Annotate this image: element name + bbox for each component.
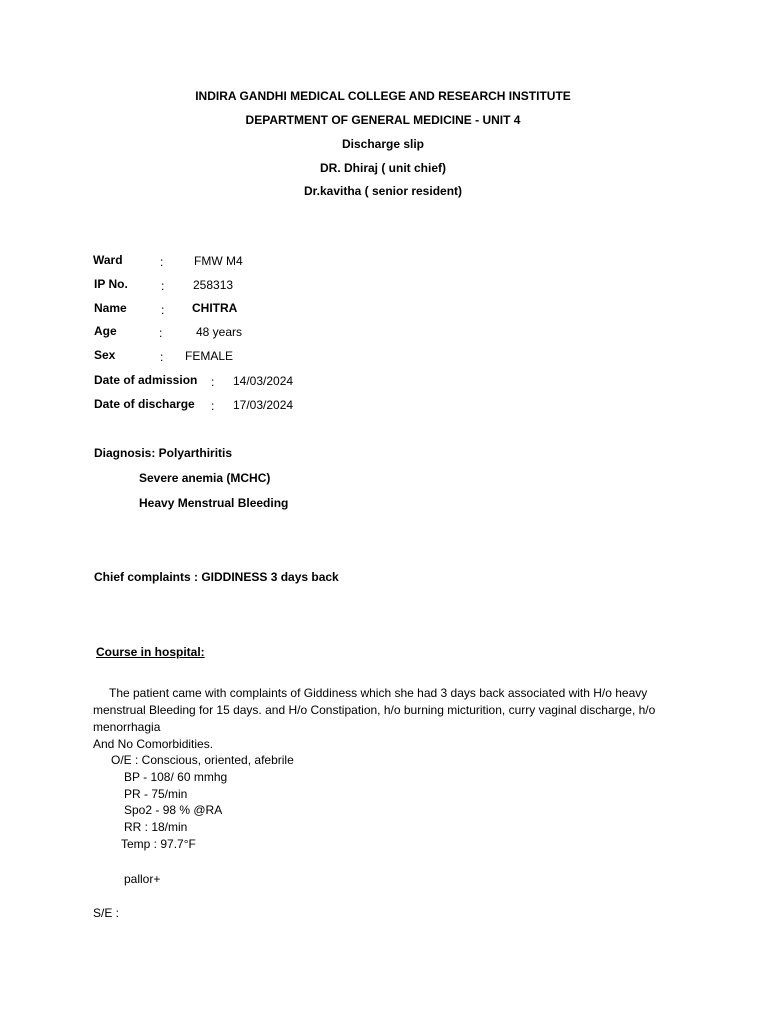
discharge-date-value: 17/03/2024 — [233, 398, 294, 412]
diagnosis-line-2: Severe anemia (MCHC) — [139, 471, 271, 485]
name-colon: : — [161, 303, 165, 317]
ip-label: IP No. — [94, 277, 128, 291]
sex-colon: : — [160, 350, 164, 364]
discharge-date-label: Date of discharge — [94, 397, 195, 411]
name-value: CHITRA — [192, 301, 238, 315]
chief-complaints: Chief complaints : GIDDINESS 3 days back — [94, 570, 339, 584]
blood-pressure: BP - 108/ 60 mmhg — [124, 770, 228, 784]
admission-date-colon: : — [211, 375, 215, 389]
admission-date-label: Date of admission — [94, 373, 198, 387]
course-paragraph: The patient came with complaints of Giddiness which she had 3 days back associated with H/o heavy menstrual Bleeding for 15 days. and H/o Constipation, h/o burning micturition, curry vaginal discharge, h/o menorrhagia — [93, 686, 656, 734]
unit-chief: DR. Dhiraj ( unit chief) — [320, 161, 446, 175]
ward-colon: : — [160, 255, 164, 269]
diagnosis-line-3: Heavy Menstrual Bleeding — [139, 496, 289, 510]
age-colon: : — [159, 326, 163, 340]
diagnosis-line-1: Diagnosis: Polyarthiritis — [94, 446, 233, 460]
ward-value: FMW M4 — [194, 254, 243, 268]
pallor: pallor+ — [124, 872, 161, 886]
temperature: Temp : 97.7°F — [121, 837, 196, 851]
institute-name: INDIRA GANDHI MEDICAL COLLEGE AND RESEARCH INSTITUTE — [195, 89, 571, 103]
pulse-rate: PR - 75/min — [124, 787, 188, 801]
age-label: Age — [94, 324, 117, 338]
on-examination-line: O/E : Conscious, oriented, afebrile — [111, 753, 294, 767]
ward-label: Ward — [93, 253, 123, 267]
course-heading: Course in hospital: — [96, 645, 205, 659]
respiratory-rate: RR : 18/min — [124, 820, 188, 834]
sex-label: Sex — [94, 348, 116, 362]
systemic-examination: S/E : — [93, 906, 120, 920]
spo2: Spo2 - 98 % @RA — [124, 803, 223, 817]
ip-colon: : — [161, 279, 165, 293]
document-title: Discharge slip — [341, 137, 425, 151]
senior-resident: Dr.kavitha ( senior resident) — [303, 184, 463, 198]
discharge-date-colon: : — [211, 399, 215, 413]
admission-date-value: 14/03/2024 — [233, 374, 294, 388]
age-value: 48 years — [196, 325, 243, 339]
sex-value: FEMALE — [185, 349, 234, 363]
comorbidities-line: And No Comorbidities. — [93, 737, 214, 751]
name-label: Name — [94, 301, 127, 315]
department-name: DEPARTMENT OF GENERAL MEDICINE - UNIT 4 — [245, 113, 521, 127]
ip-value: 258313 — [193, 278, 234, 292]
